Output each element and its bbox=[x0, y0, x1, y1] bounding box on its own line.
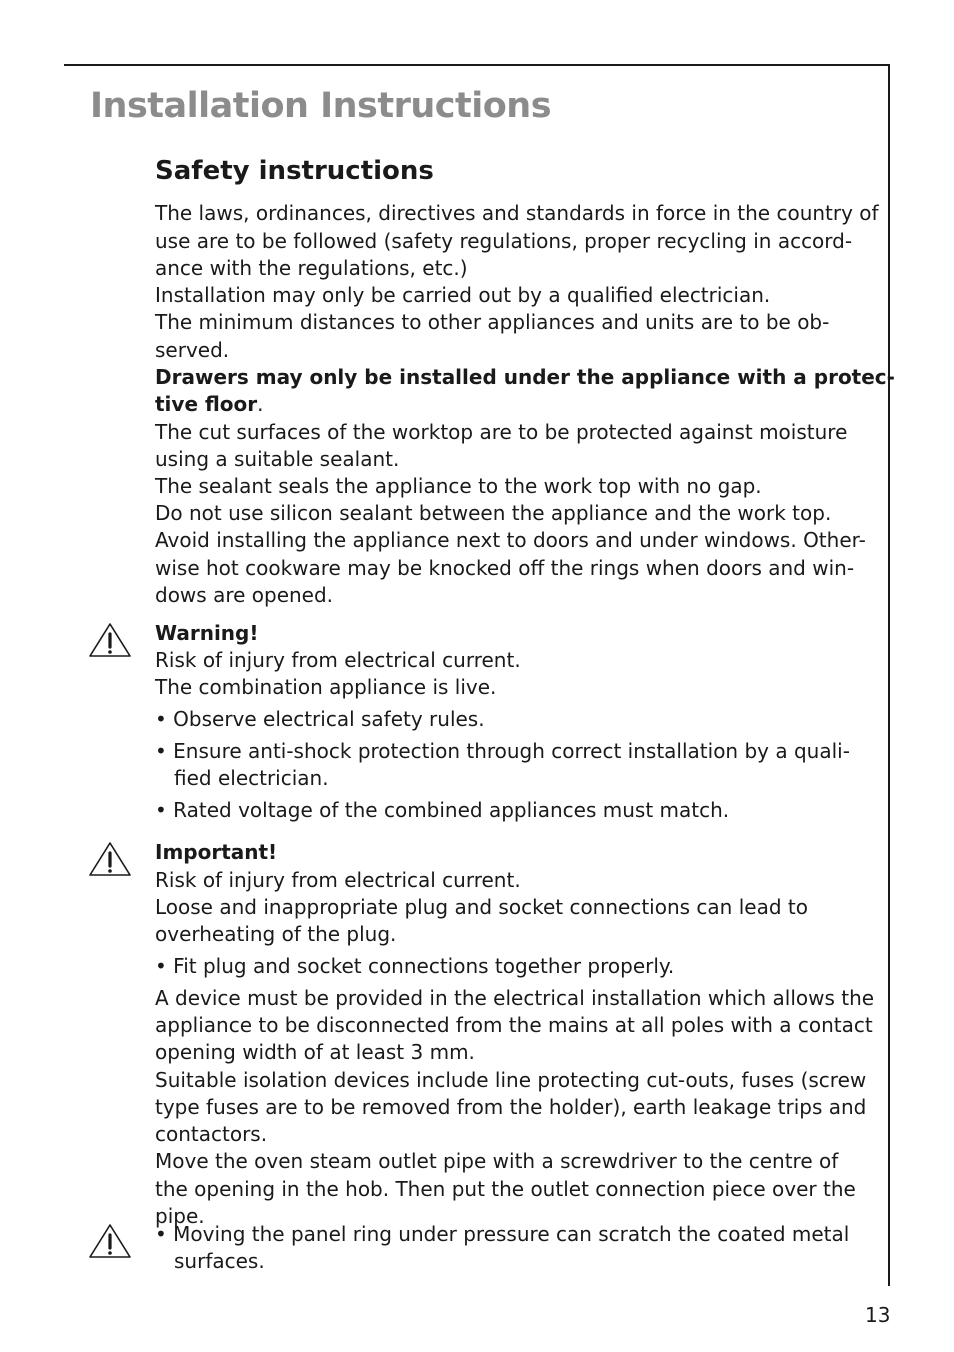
safety-line: Avoid installing the appliance next to doors and under windows. Other- bbox=[155, 528, 866, 552]
warning-line: Risk of injury from electrical current. bbox=[155, 648, 521, 672]
right-rule bbox=[888, 64, 890, 1286]
installation-line: pipe. bbox=[155, 1204, 205, 1228]
installation-line: A device must be provided in the electrical installation which allows the bbox=[155, 986, 875, 1010]
installation-line: contactors. bbox=[155, 1122, 268, 1146]
important-line: Risk of injury from electrical current. bbox=[155, 868, 521, 892]
safety-line: The minimum distances to other appliances and units are to be ob- bbox=[155, 310, 830, 334]
safety-line: Do not use silicon sealant between the appliance and the work top. bbox=[155, 501, 832, 525]
safety-line: The cut surfaces of the worktop are to be protected against moisture bbox=[155, 420, 848, 444]
installation-line: appliance to be disconnected from the mains at all poles with a contact bbox=[155, 1013, 873, 1037]
warning-triangle-icon bbox=[88, 1223, 132, 1259]
important-line: Loose and inappropriate plug and socket connections can lead to bbox=[155, 895, 808, 919]
installation-line: Suitable isolation devices include line protecting cut-outs, fuses (screw bbox=[155, 1068, 867, 1092]
page-number: 13 bbox=[865, 1303, 891, 1327]
safety-line: ance with the regulations, etc.) bbox=[155, 256, 468, 280]
installation-line: type fuses are to be removed from the holder), earth leakage trips and bbox=[155, 1095, 867, 1119]
important-bullet: • Fit plug and socket connections together properly. bbox=[155, 954, 675, 978]
safety-line: dows are opened. bbox=[155, 583, 334, 607]
warning-bullet-continuation: fied electrician. bbox=[174, 766, 329, 790]
safety-line: use are to be followed (safety regulations, proper recycling in accord- bbox=[155, 229, 853, 253]
installation-line: the opening in the hob. Then put the outlet connection piece over the bbox=[155, 1177, 856, 1201]
section-title-safety: Safety instructions bbox=[155, 156, 434, 186]
warning-bullet: • Rated voltage of the combined appliances must match. bbox=[155, 798, 730, 822]
warning-bullet: • Observe electrical safety rules. bbox=[155, 707, 485, 731]
drawers-warning-line bbox=[155, 392, 264, 416]
safety-line: wise hot cookware may be knocked off the rings when doors and win- bbox=[155, 556, 855, 580]
warning-heading: Warning! bbox=[155, 621, 259, 645]
drawers-warning-bold-end: tive floor bbox=[155, 392, 258, 416]
warning-bullet: • Ensure anti-shock protection through correct installation by a quali- bbox=[155, 739, 850, 763]
page-title: Installation Instructions bbox=[90, 86, 552, 126]
warning-triangle-icon bbox=[88, 841, 132, 877]
top-rule bbox=[64, 64, 890, 66]
important-line: overheating of the plug. bbox=[155, 922, 397, 946]
warning-triangle-icon bbox=[88, 622, 132, 658]
drawers-warning-period: . bbox=[257, 392, 264, 416]
safety-line: Installation may only be carried out by a qualified electrician. bbox=[155, 283, 771, 307]
final-note-continuation: surfaces. bbox=[174, 1249, 265, 1273]
safety-line: served. bbox=[155, 338, 230, 362]
final-note-bullet: • Moving the panel ring under pressure can scratch the coated metal bbox=[155, 1222, 850, 1246]
warning-line: The combination appliance is live. bbox=[155, 675, 497, 699]
installation-line: opening width of at least 3 mm. bbox=[155, 1040, 475, 1064]
safety-line: using a suitable sealant. bbox=[155, 447, 400, 471]
important-heading: Important! bbox=[155, 840, 278, 864]
safety-line: The laws, ordinances, directives and standards in force in the country of bbox=[155, 201, 879, 225]
installation-line: Move the oven steam outlet pipe with a screwdriver to the centre of bbox=[155, 1149, 839, 1173]
safety-line: The sealant seals the appliance to the work top with no gap. bbox=[155, 474, 762, 498]
drawers-warning-bold: Drawers may only be installed under the appliance with a protec- bbox=[155, 365, 895, 389]
